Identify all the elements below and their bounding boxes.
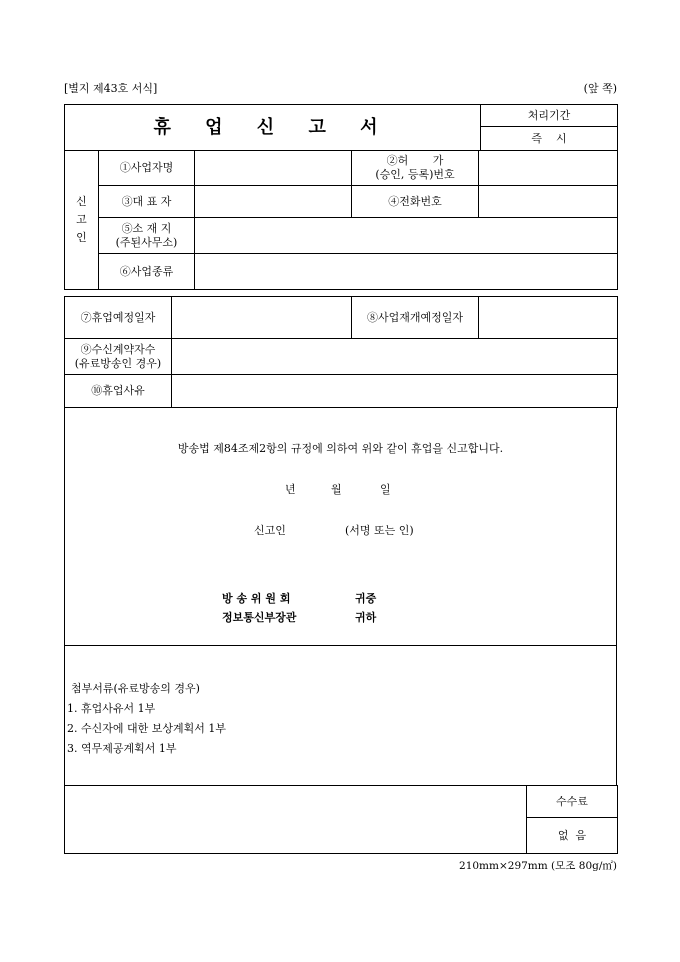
suspend-date-label: ⑦휴업예정일자 — [65, 297, 172, 339]
processing-label: 처리기간 — [481, 105, 618, 127]
business-name-field[interactable] — [195, 151, 352, 186]
fee-blank — [65, 786, 527, 854]
attachment-item: 2. 수신자에 대한 보상계획서 1부 — [67, 722, 226, 735]
recipient-minister: 정보통신부장관 — [222, 611, 297, 624]
resume-date-label: ⑧사업재개예정일자 — [352, 297, 479, 339]
month-label: 월 — [331, 483, 342, 496]
declaration-section — [64, 407, 617, 646]
phone-field[interactable] — [479, 186, 618, 218]
attachments-section — [64, 645, 617, 785]
declaration-statement: 방송법 제84조제2항의 규정에 의하여 위와 같이 휴업을 신고합니다. — [177, 442, 504, 455]
recipient-commission-suffix: 귀중 — [355, 592, 377, 605]
representative-field[interactable] — [195, 186, 352, 218]
permit-number-field[interactable] — [479, 151, 618, 186]
recipient-minister-suffix: 귀하 — [355, 611, 377, 624]
location-field[interactable] — [195, 218, 618, 254]
business-type-field[interactable] — [195, 254, 618, 290]
reason-label: ⑩휴업사유 — [65, 375, 172, 408]
signature-note: (서명 또는 인) — [345, 524, 414, 537]
subscribers-field[interactable] — [172, 339, 618, 375]
paper-spec: 210mm×297mm (모조 80g/㎡) — [459, 860, 617, 872]
reporter-table — [64, 150, 618, 290]
form-title: 휴 업 신 고 서 — [65, 105, 481, 151]
details-table — [64, 296, 618, 408]
permit-number-label: ②허 가 (승인, 등록)번호 — [352, 151, 479, 186]
attachments-heading: 첨부서류(유료방송의 경우) — [71, 682, 200, 695]
business-type-label: ⑥사업종류 — [99, 254, 195, 290]
subscribers-label: ⑨수신계약자수 (유료방송인 경우) — [65, 339, 172, 375]
location-label: ⑤소 재 지 (주된사무소) — [99, 218, 195, 254]
attachment-item: 3. 역무제공계획서 1부 — [67, 742, 177, 755]
processing-value: 즉 시 — [481, 127, 618, 151]
representative-label: ③대 표 자 — [99, 186, 195, 218]
page-side: (앞 쪽) — [583, 82, 617, 95]
reporter-group-label: 신 고 인 — [65, 151, 99, 290]
recipient-commission: 방 송 위 원 회 — [222, 592, 291, 605]
signer-label: 신고인 — [254, 524, 286, 537]
suspend-date-field[interactable] — [172, 297, 352, 339]
fee-value: 없 음 — [527, 818, 618, 854]
phone-label: ④전화번호 — [352, 186, 479, 218]
fee-label: 수수료 — [527, 786, 618, 818]
resume-date-field[interactable] — [479, 297, 618, 339]
fee-table — [64, 785, 618, 854]
form-number: [별지 제43호 서식] — [64, 82, 158, 95]
business-name-label: ①사업자명 — [99, 151, 195, 186]
year-label: 년 — [285, 483, 296, 496]
attachment-item: 1. 휴업사유서 1부 — [67, 702, 156, 715]
title-table — [64, 104, 618, 151]
day-label: 일 — [380, 483, 391, 496]
reason-field[interactable] — [172, 375, 618, 408]
